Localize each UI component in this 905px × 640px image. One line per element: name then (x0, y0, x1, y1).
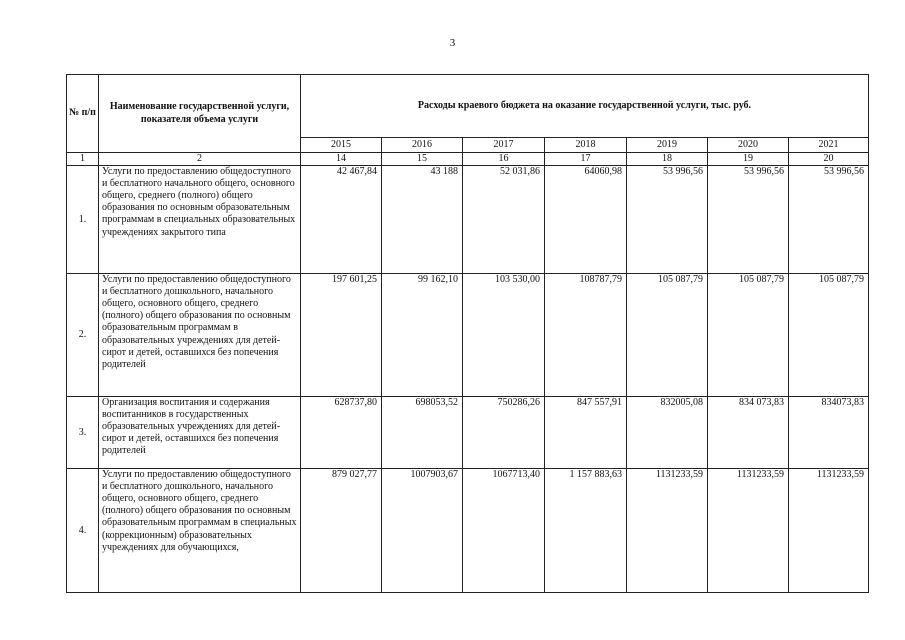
header-col-name: Наименование государственной услуги, показателя объема услуги (99, 75, 301, 153)
table-row (67, 166, 869, 274)
value-cell: 879 027,77 (301, 469, 382, 593)
header-col-no: № п/п (67, 75, 99, 153)
column-number: 19 (708, 153, 789, 166)
column-number: 16 (463, 153, 545, 166)
value-cell: 834073,83 (789, 397, 869, 469)
service-name: Услуги по предоставлению общедоступного и бесплатного начального общего, основного общего, среднего (полного) общего образования по основным образовательным программам в специальных образовательных учреждениях закрытого типа (99, 166, 301, 274)
value-cell: 847 557,91 (545, 397, 627, 469)
row-index: 1. (67, 166, 99, 274)
year-header: 2020 (708, 138, 789, 153)
value-cell: 105 087,79 (708, 274, 789, 397)
value-cell: 64060,98 (545, 166, 627, 274)
value-cell: 197 601,25 (301, 274, 382, 397)
value-cell: 1131233,59 (789, 469, 869, 593)
header-col-expenses: Расходы краевого бюджета на оказание государственной услуги, тыс. руб. (301, 75, 869, 138)
value-cell: 108787,79 (545, 274, 627, 397)
service-name: Услуги по предоставлению общедоступного и бесплатного дошкольного, начального общего, основного общего, среднего (полного) общего образования по основным образовательным программам в образовательных учреждениях для детей-сирот и детей, оставшихся без попечения родителей (99, 274, 301, 397)
value-cell: 1067713,40 (463, 469, 545, 593)
service-name: Услуги по предоставлению общедоступного и бесплатного дошкольного, начального общего, основного общего, среднего (полного) общего образования по основным образовательным программам в специальных (коррекционным) образовательных учреждениях для обучающихся, (99, 469, 301, 593)
budget-table (66, 74, 869, 593)
value-cell: 1131233,59 (627, 469, 708, 593)
year-header: 2021 (789, 138, 869, 153)
value-cell: 698053,52 (382, 397, 463, 469)
column-number: 17 (545, 153, 627, 166)
page-number: 3 (449, 37, 456, 49)
row-index: 3. (67, 397, 99, 469)
row-index: 2. (67, 274, 99, 397)
value-cell: 834 073,83 (708, 397, 789, 469)
value-cell: 53 996,56 (708, 166, 789, 274)
year-header: 2019 (627, 138, 708, 153)
value-cell: 53 996,56 (789, 166, 869, 274)
value-cell: 52 031,86 (463, 166, 545, 274)
value-cell: 105 087,79 (627, 274, 708, 397)
value-cell: 43 188 (382, 166, 463, 274)
value-cell: 99 162,10 (382, 274, 463, 397)
value-cell: 42 467,84 (301, 166, 382, 274)
year-header: 2018 (545, 138, 627, 153)
column-number: 18 (627, 153, 708, 166)
year-header: 2015 (301, 138, 382, 153)
value-cell: 832005,08 (627, 397, 708, 469)
value-cell: 105 087,79 (789, 274, 869, 397)
year-header: 2016 (382, 138, 463, 153)
value-cell: 750286,26 (463, 397, 545, 469)
table-row (67, 469, 869, 593)
column-number: 14 (301, 153, 382, 166)
row-index: 4. (67, 469, 99, 593)
value-cell: 1007903,67 (382, 469, 463, 593)
column-number: 2 (99, 153, 301, 166)
value-cell: 1 157 883,63 (545, 469, 627, 593)
service-name: Организация воспитания и содержания воспитанников в государственных образовательных учреждениях для детей-сирот и детей, оставшихся без попечения родителей (99, 397, 301, 469)
table-row (67, 274, 869, 397)
table-row (67, 397, 869, 469)
value-cell: 103 530,00 (463, 274, 545, 397)
value-cell: 1131233,59 (708, 469, 789, 593)
value-cell: 53 996,56 (627, 166, 708, 274)
column-number: 20 (789, 153, 869, 166)
column-number: 15 (382, 153, 463, 166)
year-header: 2017 (463, 138, 545, 153)
column-number: 1 (67, 153, 99, 166)
value-cell: 628737,80 (301, 397, 382, 469)
